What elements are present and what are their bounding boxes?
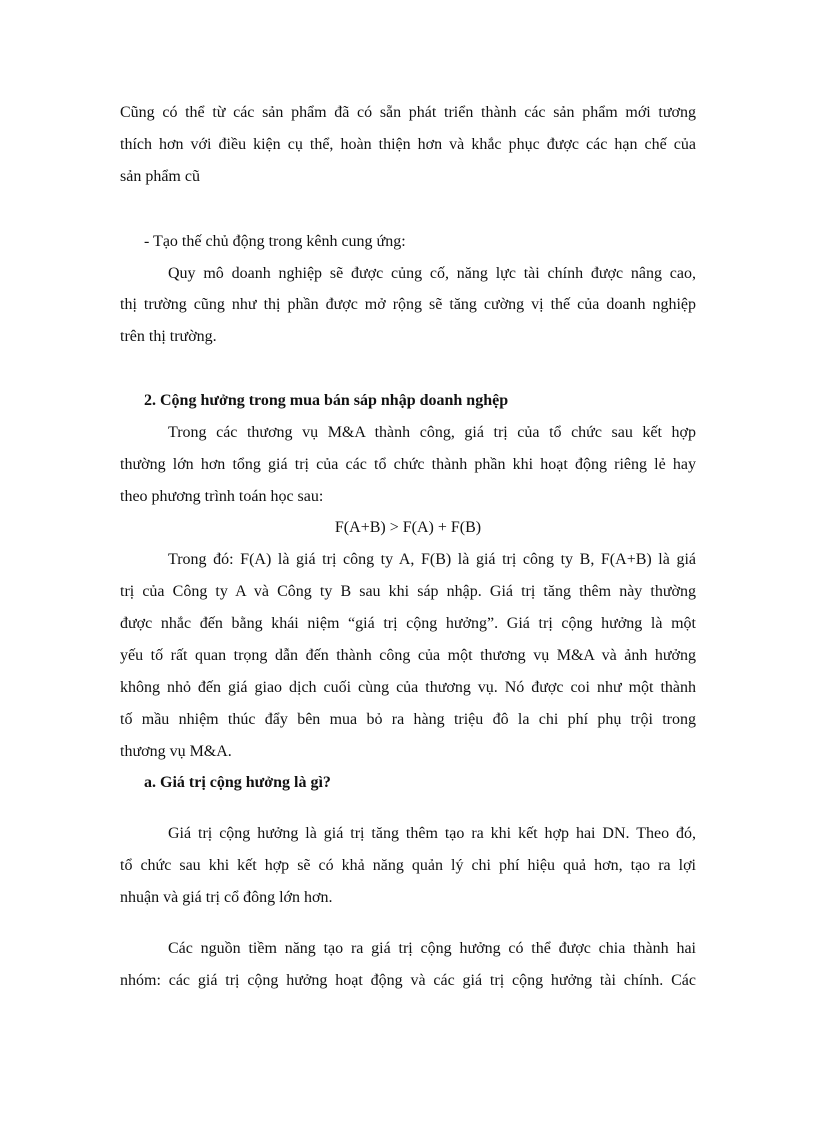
formula: F(A+B) > F(A) + F(B)	[334, 519, 482, 536]
bullet-item: - Tạo thế chủ động trong kênh cung ứng:	[144, 233, 406, 250]
paragraph-6-line-2: nhóm: các giá trị cộng hưởng hoạt động và các giá trị cộng hưởng tài chính. Các	[120, 972, 696, 989]
paragraph-3-line-3: theo phương trình toán học sau:	[120, 488, 324, 505]
paragraph-4-line-5: không nhỏ đến giá giao dịch cuối cùng của thương vụ. Nó được coi như một thành	[120, 679, 696, 696]
paragraph-3-line-1: Trong các thương vụ M&A thành công, giá trị của tổ chức sau kết hợp	[168, 424, 696, 441]
paragraph-4-line-7: thương vụ M&A.	[120, 743, 232, 760]
paragraph-4-line-1: Trong đó: F(A) là giá trị công ty A, F(B) là giá trị công ty B, F(A+B) là giá	[168, 551, 696, 568]
paragraph-1-line-1: Cũng có thể từ các sản phẩm đã có sẵn phát triển thành các sản phẩm mới tương	[120, 104, 696, 121]
paragraph-4-line-3: được nhắc đến bằng khái niệm “giá trị cộng hưởng”. Giá trị cộng hưởng là một	[120, 615, 696, 632]
section-heading-2: 2. Cộng hưởng trong mua bán sáp nhập doanh nghệp	[144, 392, 509, 409]
paragraph-1-line-3: sản phẩm cũ	[120, 168, 200, 185]
paragraph-4-line-6: tố mầu nhiệm thúc đẩy bên mua bỏ ra hàng triệu đô la chi phí phụ trội trong	[120, 711, 696, 728]
paragraph-5-line-1: Giá trị cộng hưởng là giá trị tăng thêm tạo ra khi kết hợp hai DN. Theo đó,	[168, 825, 696, 842]
paragraph-2-line-3: trên thị trường.	[120, 328, 217, 345]
paragraph-4-line-2: trị của Công ty A và Công ty B sau khi sáp nhập. Giá trị tăng thêm này thường	[120, 583, 696, 600]
subsection-heading-a: a. Giá trị cộng hưởng là gì?	[144, 774, 331, 791]
paragraph-5-line-3: nhuận và giá trị cổ đông lớn hơn.	[120, 889, 333, 906]
paragraph-3-line-2: thường lớn hơn tổng giá trị của các tổ chức thành phần khi hoạt động riêng lẻ hay	[120, 456, 696, 473]
paragraph-4-line-4: yếu tố rất quan trọng dẫn đến thành công của một thương vụ M&A và ảnh hưởng	[120, 647, 696, 664]
paragraph-1-line-2: thích hơn với điều kiện cụ thể, hoàn thiện hơn và khắc phục được các hạn chế của	[120, 136, 696, 153]
paragraph-5-line-2: tổ chức sau khi kết hợp sẽ có khả năng quản lý chi phí hiệu quả hơn, tạo ra lợi	[120, 857, 696, 874]
paragraph-2-line-2: thị trường cũng như thị phần được mở rộng sẽ tăng cường vị thế của doanh nghiệp	[120, 296, 696, 313]
paragraph-2-line-1: Quy mô doanh nghiệp sẽ được củng cố, năng lực tài chính được nâng cao,	[168, 265, 696, 282]
paragraph-6-line-1: Các nguồn tiềm năng tạo ra giá trị cộng hưởng có thể được chia thành hai	[168, 940, 696, 957]
